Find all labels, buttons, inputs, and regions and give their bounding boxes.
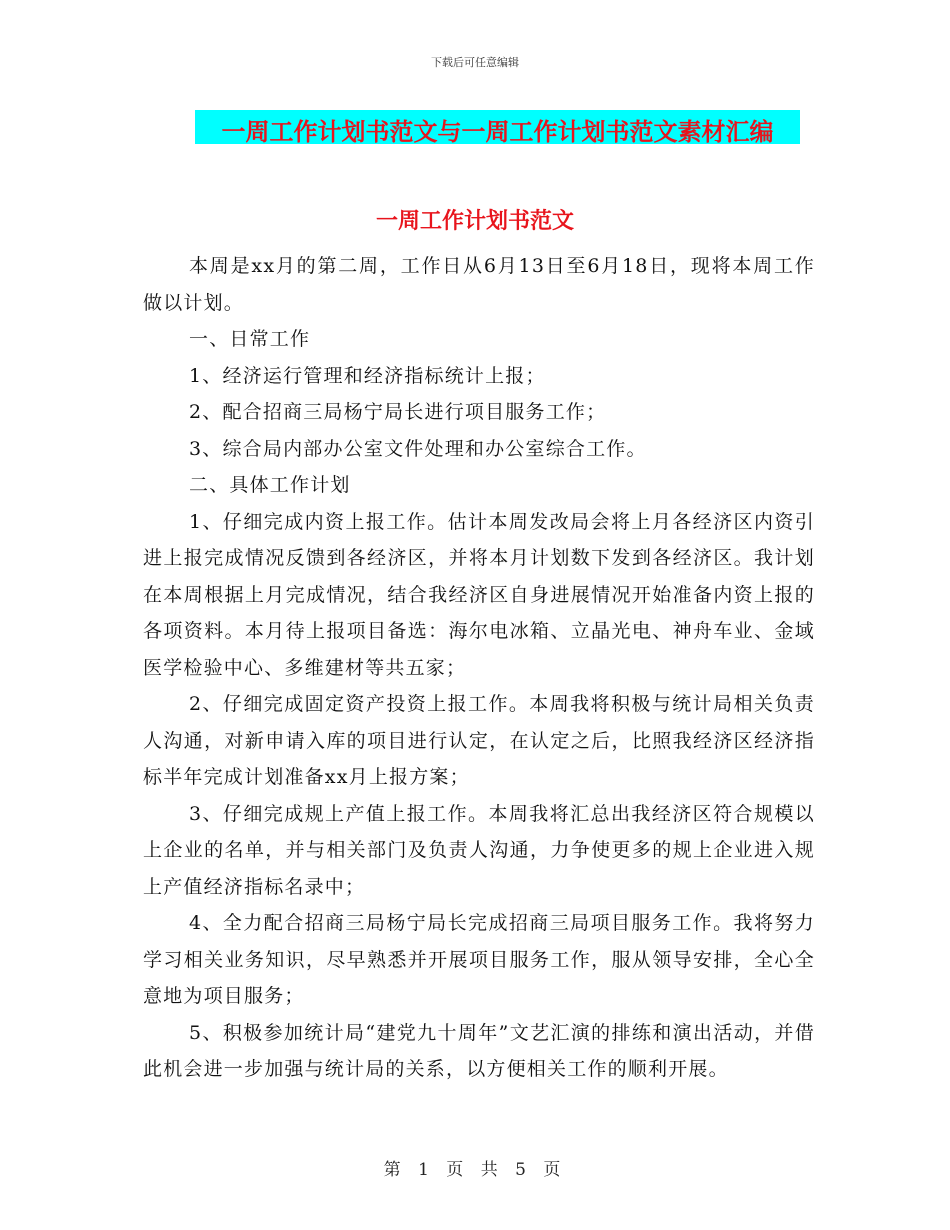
document-body [143,248,815,1088]
paragraph: 2、仔细完成固定资产投资上报工作。本周我将积极与统计局相关负责人沟通，对新申请入库的项目进行认定，在认定之后，比照我经济区经济指标半年完成计划准备xx月上报方案； [143,693,815,788]
paragraph: 2、配合招商三局杨宁局长进行项目服务工作； [189,401,607,423]
paragraph: 3、综合局内部办公室文件处理和办公室综合工作。 [189,437,647,460]
paragraph: 5、积极参加统计局“建党九十周年”文艺汇演的排练和演出活动，并借此机会进一步加强与统计局的关系，以方便相关工作的顺利开展。 [143,1021,815,1080]
paragraph: 1、仔细完成内资上报工作。估计本周发改局会将上月各经济区内资引进上报完成情况反馈到各经济区，并将本月计划数下发到各经济区。我计划在本周根据上月完成情况，结合我经济区自身进展情况开始准备内资上报的各项资料。本月待上报项目备选：海尔电冰箱、立晶光电、神舟车业、金域医学检验中心、多维建材等共五家； [143,510,815,679]
document-title: 一周工作计划书范文与一周工作计划书范文素材汇编 [221,118,774,146]
paragraph: 4、全力配合招商三局杨宁局长完成招商三局项目服务工作。我将努力学习相关业务知识，尽早熟悉并开展项目服务工作，服从领导安排，全心全意地为项目服务； [143,912,815,1007]
header-note: 下载后可任意编辑 [431,56,519,69]
paragraph: 本周是xx月的第二周，工作日从6月13日至6月18日，现将本周工作做以计划。 [143,255,815,314]
paragraph: 3、仔细完成规上产值上报工作。本周我将汇总出我经济区符合规模以上企业的名单，并与相关部门及负责人沟通，力争使更多的规上企业进入规上产值经济指标名录中； [143,802,815,898]
page-indicator: 第 1 页 共 5 页 [383,1160,567,1180]
paragraph: 二、具体工作计划 [189,474,351,496]
section-title: 一周工作计划书范文 [375,209,574,234]
paragraph: 一、日常工作 [189,328,311,350]
paragraph: 1、经济运行管理和经济指标统计上报； [189,364,546,387]
